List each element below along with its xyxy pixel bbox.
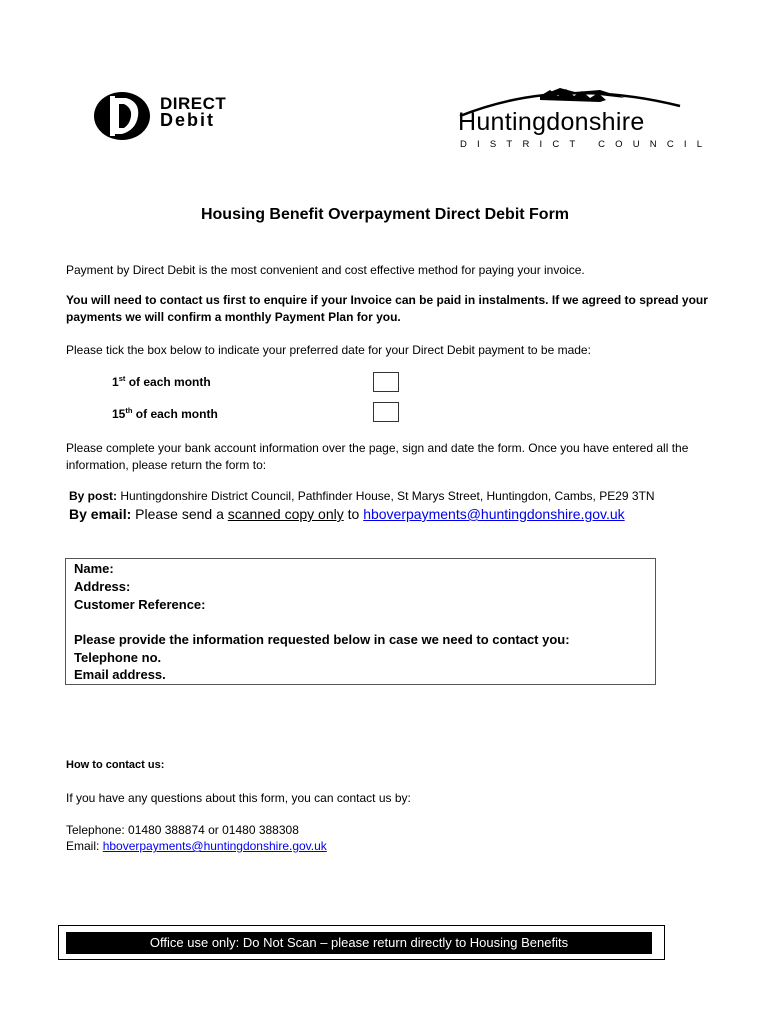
contact-telephone: Telephone: 01480 388874 or 01480 388308 (66, 823, 299, 837)
by-email-link[interactable]: hboverpayments@huntingdonshire.gov.uk (363, 506, 625, 522)
direct-debit-logo-line2: Debit (160, 110, 215, 130)
telephone-field-label: Telephone no. (74, 650, 162, 665)
contact-heading: How to contact us: (66, 759, 165, 771)
direct-debit-logo-line1: DIRECT (160, 94, 227, 113)
contact-email-link[interactable]: hboverpayments@huntingdonshire.gov.uk (102, 839, 327, 853)
office-use-banner: Office use only: Do Not Scan – please return directly to Housing Benefits (66, 932, 652, 954)
address-field-label: Address: (74, 579, 131, 594)
complete-instruction: Please complete your bank account information over the page, sign and date the form. Once you have entered all the information, please return the form to: (66, 441, 689, 472)
customer-reference-label: Customer Reference: (74, 597, 206, 612)
by-email-line: By email: Please send a scanned copy only to hboverpayments@huntingdonshire.gov.uk (69, 506, 625, 522)
tick-instruction: Please tick the box below to indicate your preferred date for your Direct Debit payment to be made: (66, 343, 591, 357)
email-field-label: Email address. (74, 667, 166, 682)
council-logo-subtitle: DISTRICT COUNCIL (460, 139, 713, 150)
contact-request-text: Please provide the information requested below in case we need to contact you: (74, 632, 570, 647)
option-15th-checkbox[interactable] (373, 402, 399, 422)
option-15th-label: 15th of each month (112, 406, 218, 421)
customer-info-box (65, 558, 656, 685)
instalments-notice: You will need to contact us first to enquire if your Invoice can be paid in instalments. If we agreed to spread your payments we will confirm a monthly Payment Plan for you. (66, 293, 708, 324)
by-post-line: By post: Huntingdonshire District Council, Pathfinder House, St Marys Street, Huntingdon, Cambs, PE29 3TN (69, 489, 655, 503)
name-field-label: Name: (74, 561, 114, 576)
council-logo-name: Huntingdonshire (458, 108, 645, 136)
page-title: Housing Benefit Overpayment Direct Debit Form (200, 206, 570, 223)
option-1st-checkbox[interactable] (373, 372, 399, 392)
contact-email-line: Email: hboverpayments@huntingdonshire.gov.uk (66, 839, 327, 853)
intro-text: Payment by Direct Debit is the most convenient and cost effective method for paying your invoice. (66, 263, 585, 277)
option-1st-label: 1st of each month (112, 374, 211, 389)
contact-intro: If you have any questions about this form, you can contact us by: (66, 791, 411, 805)
direct-debit-logo-mark (92, 88, 152, 144)
